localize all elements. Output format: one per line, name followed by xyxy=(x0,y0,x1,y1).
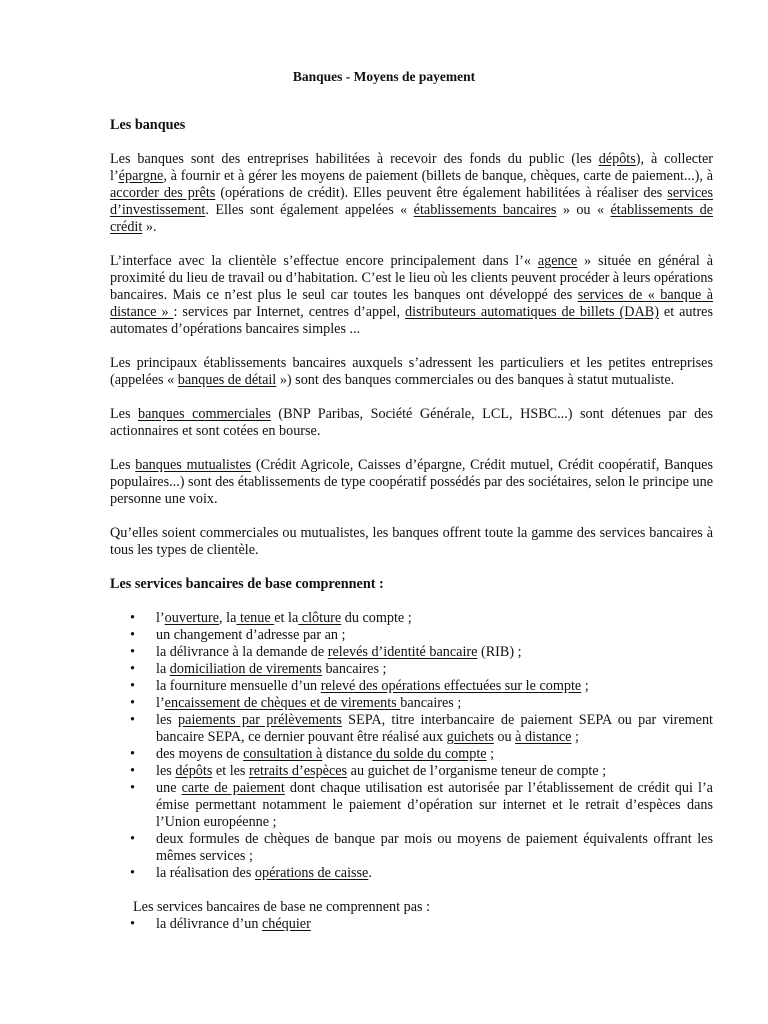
hyperlink[interactable]: chéquier xyxy=(261,916,311,932)
list-item xyxy=(110,678,713,695)
services-exclus-intro: Les services bancaires de base ne comprennent pas : xyxy=(133,899,431,915)
text-run: (Crédit Agricole, Caisses d’épargne, Crédit mutuel, Crédit coopératif, Banques populaires...) sont des établissements de type coopératif possédés par des sociétaires, selon le principe une personne une voix. xyxy=(110,457,713,507)
bullet-icon: • xyxy=(130,831,135,847)
text-run: des moyens de xyxy=(156,746,244,762)
hyperlink[interactable]: épargne xyxy=(118,168,164,184)
text-run: la fourniture mensuelle d’un xyxy=(156,678,321,694)
list-item xyxy=(110,746,713,763)
text-run: bancaires ; xyxy=(400,695,462,711)
list-item xyxy=(110,661,713,678)
hyperlink[interactable]: services de « banque à distance » xyxy=(110,287,714,320)
bullet-icon: • xyxy=(130,865,135,881)
text-run: ; xyxy=(581,678,589,694)
hyperlink[interactable]: consultation à xyxy=(243,746,323,762)
text-run: Les xyxy=(110,457,136,473)
text-run: les xyxy=(156,763,176,779)
list-item xyxy=(110,865,713,882)
bullet-icon: • xyxy=(130,712,135,728)
hyperlink[interactable]: dépôts xyxy=(598,151,636,167)
hyperlink[interactable]: dépôts xyxy=(175,763,213,779)
text-run: une xyxy=(156,780,182,796)
text-run: L’interface avec la clientèle s’effectue encore principalement dans l’« xyxy=(110,253,538,269)
text-run: : services par Internet, centres d’appel, xyxy=(173,304,405,320)
text-run: l’ xyxy=(156,610,165,626)
list-item xyxy=(110,610,713,627)
text-run: » ou « xyxy=(556,202,611,218)
section-heading-services-base: Les services bancaires de base comprennent : xyxy=(110,576,384,592)
hyperlink[interactable]: du solde du compte xyxy=(372,746,487,762)
hyperlink[interactable]: banques commerciales xyxy=(138,406,271,422)
bullet-icon: • xyxy=(130,746,135,762)
hyperlink[interactable]: encaissement de chèques et de virements xyxy=(164,695,401,711)
paragraph-gamme-services xyxy=(110,525,713,559)
list-item xyxy=(110,763,713,780)
text-run: distance xyxy=(322,746,373,762)
paragraph-interface xyxy=(110,253,713,338)
text-run: dont chaque utilisation est autorisée par l’établissement de crédit qui l’a émise permettant notamment le paiement d’opération sur internet et le retrait d’espèces dans l’Union européenne ; xyxy=(156,780,713,830)
section-heading-banques: Les banques xyxy=(110,117,186,133)
hyperlink[interactable]: ouverture xyxy=(164,610,220,626)
text-run: . xyxy=(368,865,372,881)
list-item xyxy=(110,712,713,746)
hyperlink[interactable]: retraits d’espèces xyxy=(249,763,348,779)
document-body xyxy=(110,117,713,933)
hyperlink[interactable]: services d’investissement xyxy=(110,185,713,218)
text-run: la délivrance d’un xyxy=(156,916,262,932)
text-run: (opérations de crédit). Elles peuvent être également habilitées à réaliser des xyxy=(215,185,668,201)
hyperlink[interactable]: carte de paiement xyxy=(181,780,285,796)
hyperlink[interactable]: agence xyxy=(537,253,578,269)
hyperlink[interactable]: établissements de crédit xyxy=(110,202,714,235)
services-list xyxy=(110,610,713,882)
text-run: les xyxy=(156,712,179,728)
text-run: ; xyxy=(486,746,495,762)
hyperlink[interactable]: guichets xyxy=(446,729,494,745)
text-run: l’ xyxy=(156,695,165,711)
bullet-icon: • xyxy=(130,661,135,677)
bullet-icon: • xyxy=(130,610,135,626)
text-run: la xyxy=(156,661,170,677)
hyperlink[interactable]: relevés d’identité bancaire xyxy=(327,644,478,660)
list-item xyxy=(110,695,713,712)
paragraph-definition xyxy=(110,151,713,236)
text-run: , la xyxy=(219,610,237,626)
text-run: Les xyxy=(110,406,139,422)
bullet-icon: • xyxy=(130,678,135,694)
paragraph-banques-mutualistes xyxy=(110,457,713,508)
text-run: . Elles sont également appelées « xyxy=(205,202,414,218)
text-run: (BNP Paribas, Société Générale, LCL, HSBC...) sont détenues par des actionnaires et sont cotées en bourse. xyxy=(110,406,713,439)
text-run: et les xyxy=(212,763,249,779)
hyperlink[interactable]: opérations de caisse xyxy=(254,865,369,881)
hyperlink[interactable]: banques mutualistes xyxy=(135,457,252,473)
text-run: la réalisation des xyxy=(156,865,255,881)
hyperlink[interactable]: relevé des opérations effectuées sur le compte xyxy=(320,678,582,694)
text-run: un changement d’adresse par an ; xyxy=(156,627,346,643)
list-item xyxy=(110,916,713,933)
paragraph-etablissements xyxy=(110,355,713,389)
text-run: deux formules de chèques de banque par mois ou moyens de paiement équivalents offrant les mêmes services ; xyxy=(156,831,713,864)
list-item xyxy=(110,644,713,661)
bullet-icon: • xyxy=(130,695,135,711)
hyperlink[interactable]: tenue xyxy=(236,610,275,626)
text-run: Les principaux établissements bancaires auxquels s’adressent les particuliers et les petites entreprises (appelées « xyxy=(110,355,713,388)
hyperlink[interactable]: clôture xyxy=(298,610,342,626)
bullet-icon: • xyxy=(130,916,135,932)
text-run: » située en général à proximité du lieu de travail ou d’habitation. C’est le lieu où les clients peuvent procéder à leurs opérations bancaires. Mais ce n’est plus le seul car toutes les banques ont développé des xyxy=(110,253,713,303)
text-run: (RIB) ; xyxy=(477,644,522,660)
paragraph-banques-commerciales xyxy=(110,406,713,440)
bullet-icon: • xyxy=(130,644,135,660)
hyperlink[interactable]: établissements bancaires xyxy=(413,202,557,218)
hyperlink[interactable]: paiements par prélèvements xyxy=(178,712,342,728)
bullet-icon: • xyxy=(130,763,135,779)
text-run: Les banques sont des entreprises habilitées à recevoir des fonds du public (les xyxy=(110,151,599,167)
text-run: , à fournir et à gérer les moyens de paiement (billets de banque, chèques, carte de paiement...), à xyxy=(163,168,713,184)
text-run: ». xyxy=(142,219,157,235)
text-run: au guichet de l’organisme teneur de compte ; xyxy=(347,763,607,779)
document-title: Banques - Moyens de payement xyxy=(292,69,476,84)
text-run: Qu’elles soient commerciales ou mutualistes, les banques offrent toute la gamme des services bancaires à tous les types de clientèle. xyxy=(110,525,713,558)
text-run: bancaires ; xyxy=(321,661,387,677)
text-run: ou xyxy=(493,729,516,745)
text-run: du compte ; xyxy=(341,610,412,626)
list-item xyxy=(110,831,713,865)
hyperlink[interactable]: distributeurs automatiques de billets (DAB) xyxy=(405,304,659,320)
list-item xyxy=(110,627,713,644)
bullet-icon: • xyxy=(130,627,135,643)
text-run: ), à collecter l’ xyxy=(110,151,713,184)
hyperlink[interactable]: accorder des prêts xyxy=(110,185,216,201)
text-run: et autres automates d’opérations bancaires simples ... xyxy=(110,304,713,337)
hyperlink[interactable]: domiciliation de virements xyxy=(169,661,322,677)
text-run: la délivrance à la demande de xyxy=(156,644,328,660)
hyperlink[interactable]: à distance xyxy=(515,729,572,745)
bullet-icon: • xyxy=(130,780,135,796)
list-item xyxy=(110,780,713,831)
text-run: ») sont des banques commerciales ou des banques à statut mutualiste. xyxy=(276,372,675,388)
text-run: SEPA, titre interbancaire de paiement SEPA ou par virement bancaire SEPA, ce dernier pouvant être réalisé aux xyxy=(156,712,713,745)
hyperlink[interactable]: banques de détail xyxy=(177,372,277,388)
services-exclus-list xyxy=(110,916,713,933)
text-run: ; xyxy=(571,729,579,745)
text-run: et la xyxy=(274,610,299,626)
